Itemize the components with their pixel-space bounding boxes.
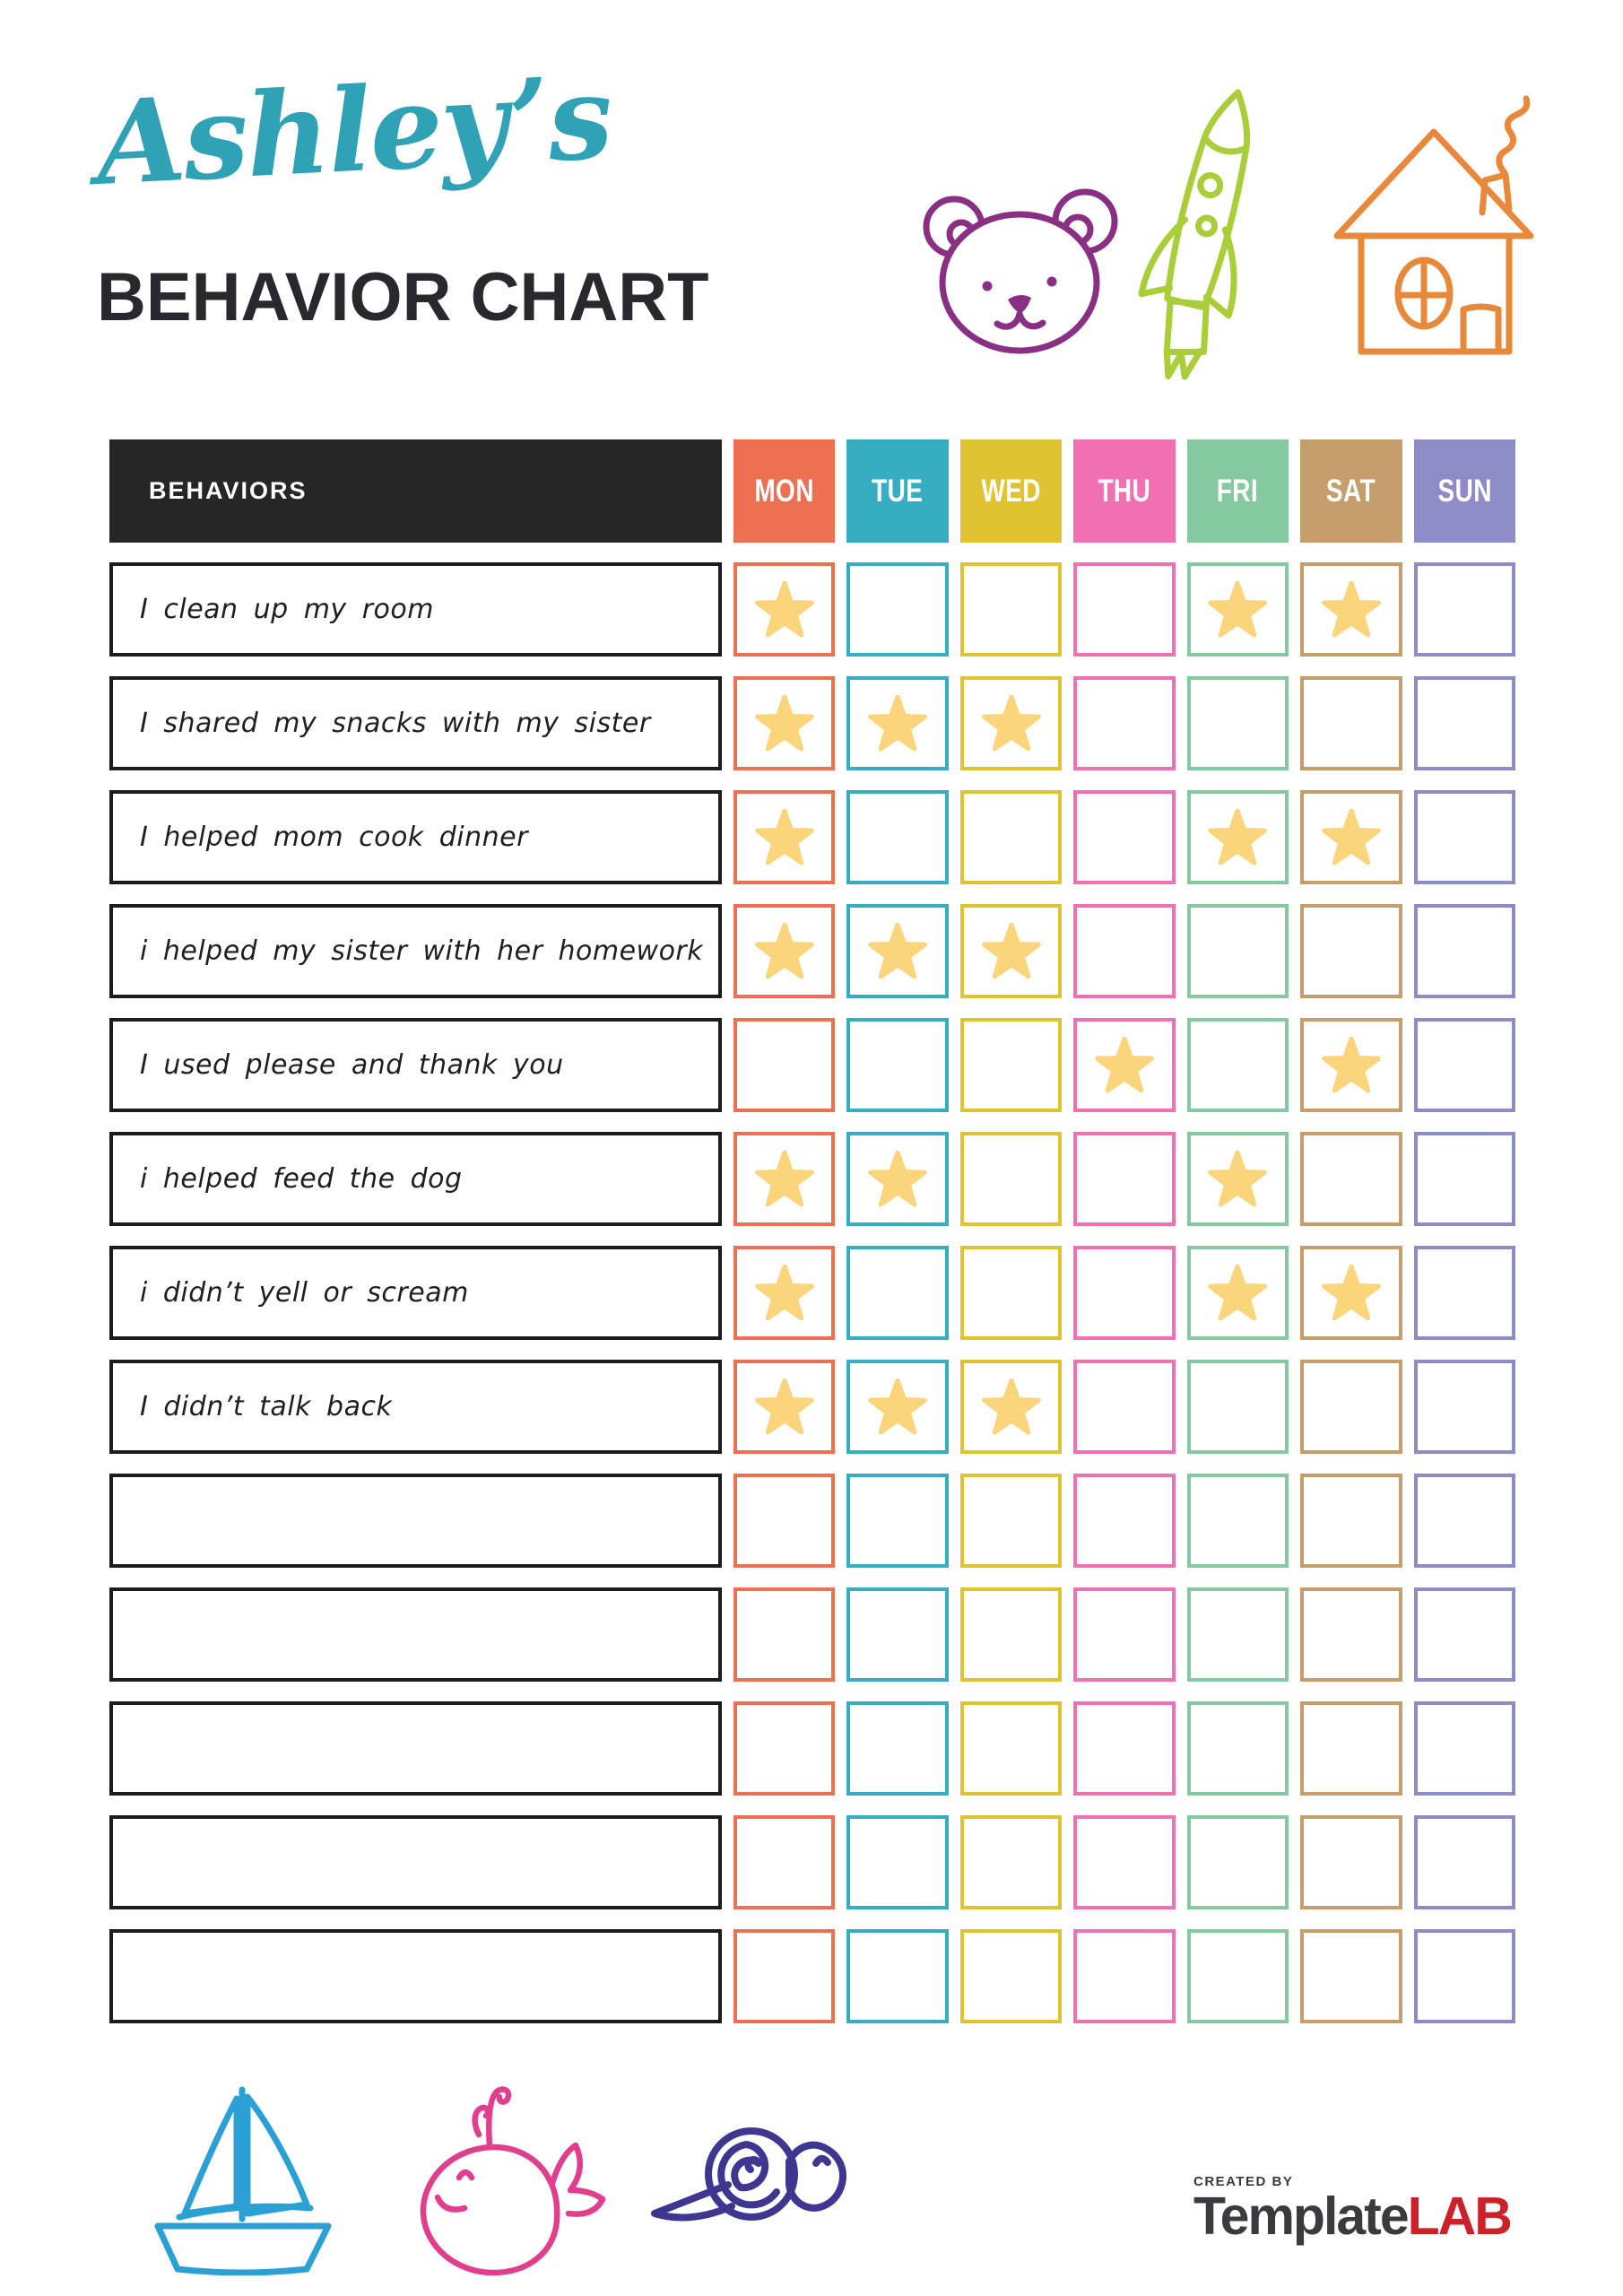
- star-icon: [1322, 1037, 1381, 1094]
- behavior-text: i helped feed the dog: [140, 1163, 463, 1195]
- behavior-label-box: [109, 1815, 722, 1909]
- star-cell-thu-row13[interactable]: [1073, 1929, 1175, 2023]
- star-cell-sun-row4[interactable]: [1414, 904, 1515, 998]
- star-cell-tue-row10[interactable]: [846, 1587, 948, 1682]
- star-icon: [982, 1378, 1041, 1436]
- star-cell-thu-row12[interactable]: [1073, 1815, 1175, 1909]
- day-header-label: FRI: [1217, 473, 1259, 509]
- star-cell-mon-row6[interactable]: [733, 1132, 835, 1226]
- star-cell-wed-row10[interactable]: [960, 1587, 1062, 1682]
- star-cell-mon-row9[interactable]: [733, 1474, 835, 1568]
- star-cell-mon-row8[interactable]: [733, 1360, 835, 1454]
- star-icon: [1322, 1265, 1381, 1322]
- star-cell-sat-row3[interactable]: [1300, 790, 1402, 884]
- star-cell-tue-row5[interactable]: [846, 1018, 948, 1112]
- day-header-sat: [1300, 439, 1402, 543]
- snail-icon: [638, 2118, 863, 2237]
- star-cell-mon-row7[interactable]: [733, 1246, 835, 1340]
- star-icon: [755, 923, 814, 980]
- behaviors-column-header: BEHAVIORS: [109, 439, 722, 543]
- day-header-label: SAT: [1326, 473, 1376, 509]
- star-cell-thu-row8[interactable]: [1073, 1360, 1175, 1454]
- star-cell-sun-row1[interactable]: [1414, 562, 1515, 657]
- star-cell-sat-row13[interactable]: [1300, 1929, 1402, 2023]
- day-header-mon: [733, 439, 835, 543]
- star-cell-tue-row9[interactable]: [846, 1474, 948, 1568]
- behavior-label-box: [109, 562, 722, 657]
- star-cell-fri-row1[interactable]: [1187, 562, 1289, 657]
- star-cell-tue-row6[interactable]: [846, 1132, 948, 1226]
- star-cell-fri-row6[interactable]: [1187, 1132, 1289, 1226]
- star-cell-tue-row7[interactable]: [846, 1246, 948, 1340]
- star-cell-sat-row2[interactable]: [1300, 676, 1402, 770]
- star-cell-sun-row9[interactable]: [1414, 1474, 1515, 1568]
- star-icon: [755, 695, 814, 752]
- star-cell-fri-row11[interactable]: [1187, 1701, 1289, 1796]
- behavior-text: i helped my sister with her homework: [140, 935, 704, 967]
- star-cell-wed-row13[interactable]: [960, 1929, 1062, 2023]
- star-cell-sat-row7[interactable]: [1300, 1246, 1402, 1340]
- star-icon: [755, 581, 814, 639]
- star-icon: [755, 1265, 814, 1322]
- star-cell-wed-row3[interactable]: [960, 790, 1062, 884]
- star-cell-thu-row3[interactable]: [1073, 790, 1175, 884]
- house-icon: [1323, 94, 1556, 368]
- star-cell-tue-row3[interactable]: [846, 790, 948, 884]
- behavior-text: I used please and thank you: [140, 1049, 564, 1081]
- day-header-sun: [1414, 439, 1515, 543]
- star-cell-mon-row5[interactable]: [733, 1018, 835, 1112]
- star-cell-sat-row11[interactable]: [1300, 1701, 1402, 1796]
- star-cell-sun-row2[interactable]: [1414, 676, 1515, 770]
- star-icon: [982, 695, 1041, 752]
- star-cell-fri-row3[interactable]: [1187, 790, 1289, 884]
- star-cell-sun-row12[interactable]: [1414, 1815, 1515, 1909]
- behavior-text: I clean up my room: [140, 594, 434, 625]
- star-cell-fri-row7[interactable]: [1187, 1246, 1289, 1340]
- day-header-label: WED: [981, 473, 1041, 509]
- star-icon: [1322, 581, 1381, 639]
- star-icon: [982, 923, 1041, 980]
- star-icon: [868, 695, 927, 752]
- star-cell-thu-row9[interactable]: [1073, 1474, 1175, 1568]
- star-cell-thu-row2[interactable]: [1073, 676, 1175, 770]
- day-header-thu: [1073, 439, 1175, 543]
- star-cell-sun-row8[interactable]: [1414, 1360, 1515, 1454]
- whale-icon: [386, 2063, 610, 2278]
- star-icon: [868, 1151, 927, 1208]
- star-cell-sun-row13[interactable]: [1414, 1929, 1515, 2023]
- star-cell-sat-row10[interactable]: [1300, 1587, 1402, 1682]
- star-cell-tue-row4[interactable]: [846, 904, 948, 998]
- star-icon: [868, 1378, 927, 1436]
- behavior-label-box: [109, 1018, 722, 1112]
- star-icon: [1322, 809, 1381, 866]
- star-cell-sun-row5[interactable]: [1414, 1018, 1515, 1112]
- star-cell-sun-row3[interactable]: [1414, 790, 1515, 884]
- star-cell-wed-row2[interactable]: [960, 676, 1062, 770]
- star-cell-tue-row13[interactable]: [846, 1929, 948, 2023]
- day-header-label: MON: [754, 473, 814, 509]
- star-icon: [755, 1151, 814, 1208]
- day-header-tue: [846, 439, 948, 543]
- star-cell-thu-row5[interactable]: [1073, 1018, 1175, 1112]
- star-cell-sat-row8[interactable]: [1300, 1360, 1402, 1454]
- star-icon: [1208, 809, 1267, 866]
- created-by-label: CREATED BY: [1193, 2174, 1294, 2189]
- star-icon: [1208, 1151, 1267, 1208]
- star-cell-mon-row10[interactable]: [733, 1587, 835, 1682]
- star-cell-mon-row12[interactable]: [733, 1815, 835, 1909]
- behavior-label-box: [109, 1701, 722, 1796]
- behavior-label-box: [109, 676, 722, 770]
- star-cell-wed-row7[interactable]: [960, 1246, 1062, 1340]
- star-cell-sat-row1[interactable]: [1300, 562, 1402, 657]
- behavior-label-box: [109, 1474, 722, 1568]
- star-cell-sun-row7[interactable]: [1414, 1246, 1515, 1340]
- star-cell-sun-row11[interactable]: [1414, 1701, 1515, 1796]
- star-cell-sat-row9[interactable]: [1300, 1474, 1402, 1568]
- star-cell-mon-row3[interactable]: [733, 790, 835, 884]
- star-icon: [1095, 1037, 1154, 1094]
- behavior-text: I didn’t talk back: [140, 1391, 393, 1422]
- star-cell-fri-row8[interactable]: [1187, 1360, 1289, 1454]
- star-icon: [1208, 581, 1267, 639]
- star-cell-wed-row8[interactable]: [960, 1360, 1062, 1454]
- star-cell-thu-row1[interactable]: [1073, 562, 1175, 657]
- star-cell-fri-row13[interactable]: [1187, 1929, 1289, 2023]
- star-cell-sat-row5[interactable]: [1300, 1018, 1402, 1112]
- star-cell-wed-row12[interactable]: [960, 1815, 1062, 1909]
- day-header-fri: [1187, 439, 1289, 543]
- page-title: BEHAVIOR CHART: [97, 259, 709, 335]
- star-cell-tue-row2[interactable]: [846, 676, 948, 770]
- behavior-label-box: [109, 904, 722, 998]
- star-cell-mon-row11[interactable]: [733, 1701, 835, 1796]
- day-header-label: SUN: [1437, 473, 1492, 509]
- star-cell-wed-row4[interactable]: [960, 904, 1062, 998]
- templatelab-logo: [1193, 2174, 1511, 2245]
- behavior-label-box: [109, 1246, 722, 1340]
- star-cell-thu-row7[interactable]: [1073, 1246, 1175, 1340]
- owner-name: Ashley’s: [92, 50, 614, 213]
- behavior-label-box: [109, 1929, 722, 2023]
- rocket-icon: [1116, 79, 1287, 397]
- star-cell-fri-row9[interactable]: [1187, 1474, 1289, 1568]
- star-cell-sat-row4[interactable]: [1300, 904, 1402, 998]
- star-cell-sun-row6[interactable]: [1414, 1132, 1515, 1226]
- star-icon: [1208, 1265, 1267, 1322]
- star-cell-wed-row5[interactable]: [960, 1018, 1062, 1112]
- star-cell-fri-row12[interactable]: [1187, 1815, 1289, 1909]
- star-cell-tue-row12[interactable]: [846, 1815, 948, 1909]
- star-icon: [755, 809, 814, 866]
- day-header-wed: [960, 439, 1062, 543]
- star-cell-thu-row10[interactable]: [1073, 1587, 1175, 1682]
- star-cell-mon-row1[interactable]: [733, 562, 835, 657]
- behavior-text: I shared my snacks with my sister: [140, 708, 651, 739]
- star-cell-thu-row6[interactable]: [1073, 1132, 1175, 1226]
- star-cell-sat-row12[interactable]: [1300, 1815, 1402, 1909]
- star-cell-tue-row1[interactable]: [846, 562, 948, 657]
- star-cell-wed-row9[interactable]: [960, 1474, 1062, 1568]
- bear-icon: [915, 182, 1125, 354]
- behavior-label-box: [109, 1360, 722, 1454]
- star-cell-wed-row11[interactable]: [960, 1701, 1062, 1796]
- behavior-table: [109, 439, 1515, 2023]
- star-cell-fri-row5[interactable]: [1187, 1018, 1289, 1112]
- brand-lab: LAB: [1407, 2187, 1511, 2246]
- star-icon: [868, 923, 927, 980]
- star-cell-fri-row4[interactable]: [1187, 904, 1289, 998]
- sailboat-icon: [135, 2083, 350, 2275]
- star-cell-sat-row6[interactable]: [1300, 1132, 1402, 1226]
- star-cell-thu-row11[interactable]: [1073, 1701, 1175, 1796]
- star-cell-tue-row8[interactable]: [846, 1360, 948, 1454]
- behavior-label-box: [109, 1587, 722, 1682]
- brand-wordmark: [1193, 2189, 1511, 2245]
- behavior-label-box: [109, 1132, 722, 1226]
- star-cell-wed-row1[interactable]: [960, 562, 1062, 657]
- star-icon: [755, 1378, 814, 1436]
- brand-template: Template: [1193, 2187, 1408, 2246]
- day-header-label: THU: [1098, 473, 1151, 509]
- day-header-label: TUE: [872, 473, 924, 509]
- star-cell-tue-row11[interactable]: [846, 1701, 948, 1796]
- star-cell-wed-row6[interactable]: [960, 1132, 1062, 1226]
- behavior-text: i didn’t yell or scream: [140, 1277, 469, 1309]
- star-cell-sun-row10[interactable]: [1414, 1587, 1515, 1682]
- star-cell-mon-row2[interactable]: [733, 676, 835, 770]
- behavior-text: I helped mom cook dinner: [140, 822, 528, 853]
- star-cell-fri-row10[interactable]: [1187, 1587, 1289, 1682]
- star-cell-mon-row4[interactable]: [733, 904, 835, 998]
- star-cell-fri-row2[interactable]: [1187, 676, 1289, 770]
- star-cell-mon-row13[interactable]: [733, 1929, 835, 2023]
- star-cell-thu-row4[interactable]: [1073, 904, 1175, 998]
- behavior-label-box: [109, 790, 722, 884]
